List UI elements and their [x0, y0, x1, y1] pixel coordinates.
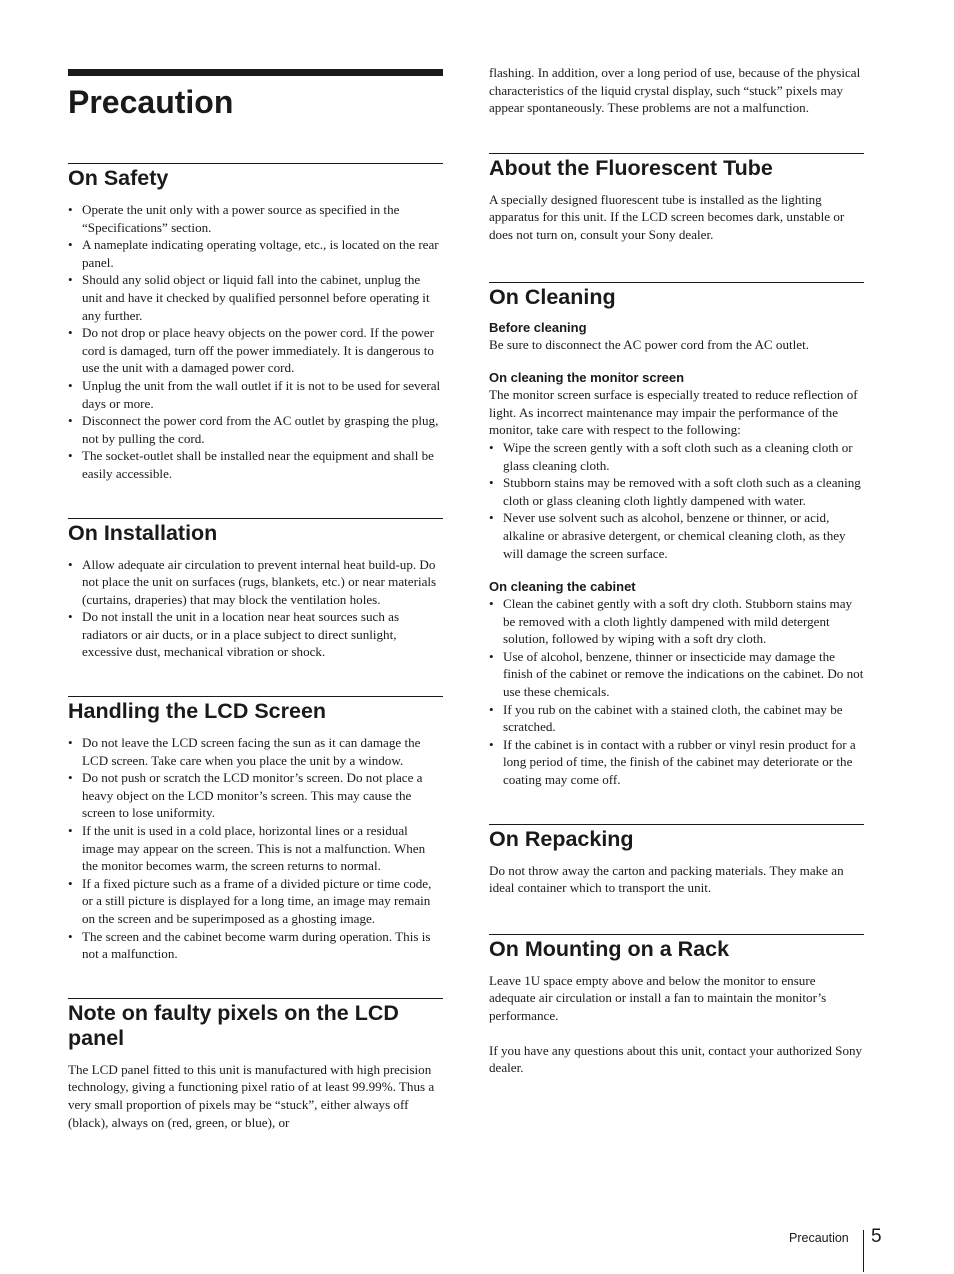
- list-item: • Allow adequate air circulation to prevent internal heat build-up. Do not place the unit on surfaces (rugs, blankets, etc.) or near materials (curtains, draperies) that may block the ventilation holes.: [68, 556, 443, 609]
- body-text: Be sure to disconnect the AC power cord from the AC outlet.: [489, 336, 810, 352]
- section-heading: On Mounting on a Rack: [489, 936, 730, 961]
- section-heading: On Cleaning: [489, 284, 616, 309]
- body-text: A specially designed fluorescent tube is installed as the lighting apparatus for this unit. If the LCD screen becomes dark, unstable or does not turn on, consult your Sony dealer.: [489, 191, 845, 242]
- list-item: • Should any solid object or liquid fall into the cabinet, unplug the unit and have it checked by qualified personnel before operating it any further.: [68, 271, 443, 324]
- list-item: • Unplug the unit from the wall outlet if it is not to be used for several days or more.: [68, 377, 443, 412]
- left-column: [68, 0, 443, 1131]
- list-item: • Wipe the screen gently with a soft cloth such as a cleaning cloth or glass cleaning cloth.: [489, 439, 864, 474]
- list-item: • Do not drop or place heavy objects on the power cord. If the power cord is damaged, turn off the power immediately. It is dangerous to use the unit with a damaged power cord.: [68, 324, 443, 377]
- section-handling-lcd-screen: [68, 696, 443, 963]
- section-heading: About the Fluorescent Tube: [489, 155, 773, 180]
- section-on-safety: [68, 163, 443, 483]
- list-item: • The socket-outlet shall be installed near the equipment and shall be easily accessible.: [68, 447, 443, 482]
- list-item: • If you rub on the cabinet with a stained cloth, the cabinet may be scratched.: [489, 701, 864, 736]
- body-text: Leave 1U space empty above and below the monitor to ensure adequate air circulation or install a fan to maintain the monitor’s performance.: [489, 972, 827, 1023]
- section-heading: Note on faulty pixels on the LCD panel: [68, 1000, 399, 1050]
- list-item: • Operate the unit only with a power source as specified in the “Specifications” section.: [68, 201, 443, 236]
- section-on-cleaning: [489, 282, 864, 789]
- list-item: • Never use solvent such as alcohol, benzene or thinner, or acid, alkaline or abrasive detergent, or chemical cleaning cloth, as they will damage the screen surface.: [489, 509, 864, 562]
- page-number: 5: [871, 1226, 882, 1247]
- section-heading: On Repacking: [489, 826, 634, 851]
- list-item: • The screen and the cabinet become warm during operation. This is not a malfunction.: [68, 928, 443, 963]
- list-item: • Do not push or scratch the LCD monitor’s screen. Do not place a heavy object on the LCD monitor’s screen. This may cause the screen to lose uniformity.: [68, 769, 443, 822]
- list-item: • If the unit is used in a cold place, horizontal lines or a residual image may appear on the screen. This is not a malfunction. When the monitor becomes warm, the screen returns to normal.: [68, 822, 443, 875]
- page-title: Precaution: [68, 84, 234, 120]
- subsection-heading: On cleaning the cabinet: [489, 579, 636, 595]
- list-item: • Do not leave the LCD screen facing the sun as it can damage the LCD screen. Take care when you place the unit by a window.: [68, 734, 443, 769]
- installation-list: [68, 556, 443, 662]
- footer-divider: [863, 1230, 864, 1272]
- list-item: • Use of alcohol, benzene, thinner or insecticide may damage the finish of the cabinet or remove the indications on the cabinet. Do not use these chemicals.: [489, 648, 864, 701]
- body-text: If you have any questions about this unit, contact your authorized Sony dealer.: [489, 1042, 863, 1076]
- subsection-heading: On cleaning the monitor screen: [489, 370, 685, 386]
- right-column: [489, 0, 864, 1077]
- list-item: • Do not install the unit in a location near heat sources such as radiators or air ducts, or in a place subject to direct sunlight, excessive dust, mechanical vibration or shock.: [68, 608, 443, 661]
- cabinet-cleaning-list: [489, 595, 864, 789]
- lcd-list: [68, 734, 443, 963]
- section-on-repacking: [489, 824, 864, 897]
- title-rule: [68, 69, 443, 76]
- list-item: • Stubborn stains may be removed with a soft cloth such as a cleaning cloth or glass cleaning cloth lightly dampened with water.: [489, 474, 864, 509]
- safety-list: [68, 201, 443, 483]
- section-on-installation: [68, 518, 443, 662]
- section-mounting-rack: [489, 934, 864, 1077]
- section-faulty-pixels: [68, 998, 443, 1131]
- body-text: Do not throw away the carton and packing materials. They make an ideal container which to transport the unit.: [489, 862, 844, 896]
- list-item: • Disconnect the power cord from the AC outlet by grasping the plug, not by pulling the cord.: [68, 412, 443, 447]
- list-item: • If the cabinet is in contact with a rubber or vinyl resin product for a long period of time, the finish of the cabinet may deteriorate or the coating may come off.: [489, 736, 864, 789]
- list-item: • If a fixed picture such as a frame of a divided picture or time code, or a still picture is displayed for a long time, an image may remain on the screen and be superimposed as a ghosting image.: [68, 875, 443, 928]
- body-text: flashing. In addition, over a long period of use, because of the physical characteristics of the liquid crystal display, such “stuck” pixels may appear spontaneously. These problems are not a malfunction.: [489, 65, 861, 116]
- section-heading: On Installation: [68, 520, 218, 545]
- body-text: The LCD panel fitted to this unit is manufactured with high precision technology, giving a functioning pixel ratio of at least 99.99%. Thus a very small proportion of pixels may be “stuck”, either always off (black), always on (red, green, or blue), or: [68, 1061, 435, 1130]
- subsection-heading: Before cleaning: [489, 319, 587, 335]
- section-heading: On Safety: [68, 166, 169, 190]
- list-item: • Clean the cabinet gently with a soft dry cloth. Stubborn stains may be removed with a cloth lightly dampened with mild detergent solution, followed by wiping with a soft dry cloth.: [489, 595, 864, 648]
- screen-cleaning-list: [489, 439, 864, 562]
- section-heading: Handling the LCD Screen: [68, 699, 327, 724]
- body-text: The monitor screen surface is especially treated to reduce reflection of light. As incorrect maintenance may impair the performance of the monitor, take care with respect to the following:: [489, 387, 858, 438]
- list-item: • A nameplate indicating operating voltage, etc., is located on the rear panel.: [68, 236, 443, 271]
- footer-section-label: Precaution: [789, 1231, 849, 1245]
- section-fluorescent-tube: [489, 153, 864, 244]
